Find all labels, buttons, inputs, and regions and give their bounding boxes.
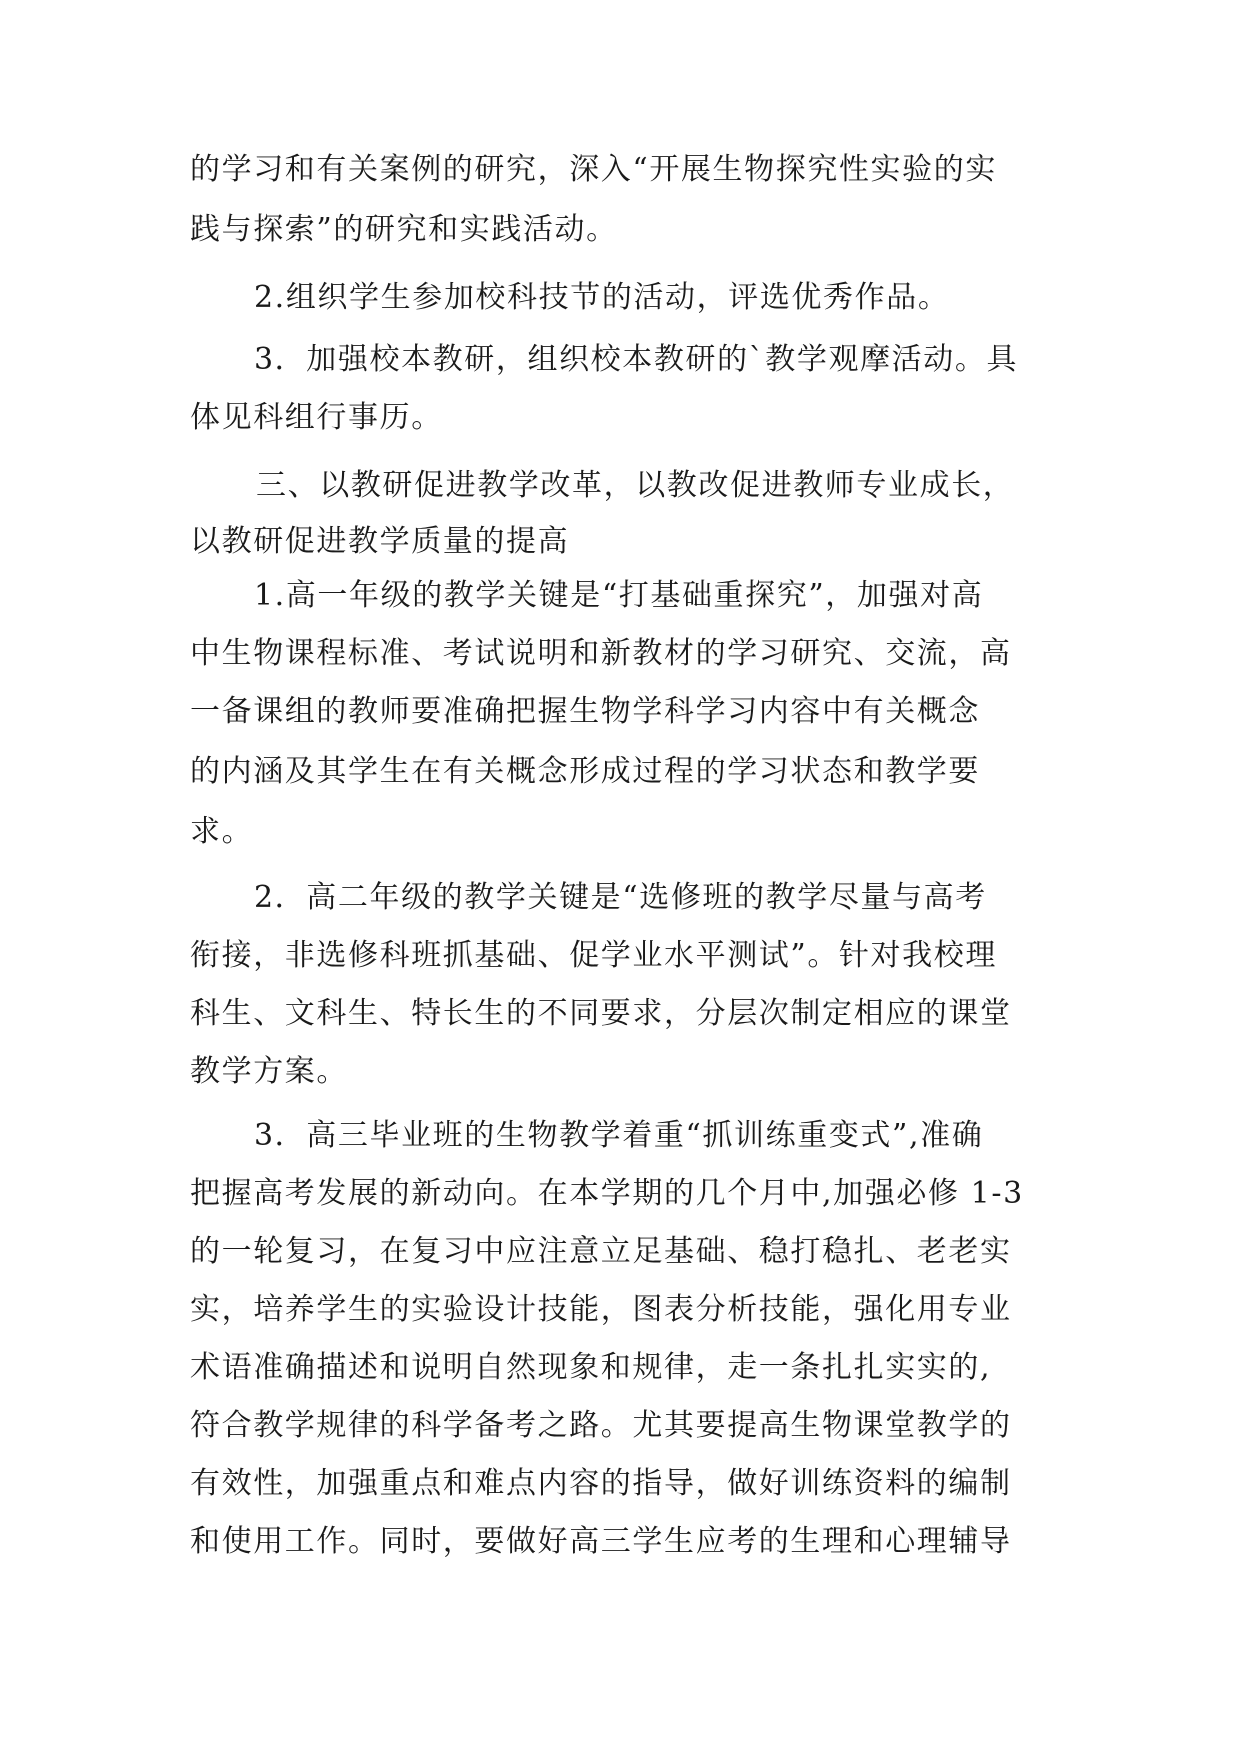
- text-line: 衔接，非选修科班抓基础、促学业水平测试”。针对我校理: [190, 938, 997, 973]
- text-line: 的学习和有关案例的研究，深入“开展生物探究性实验的实: [190, 152, 997, 187]
- text-line: 求。: [190, 814, 254, 849]
- text-line: 的一轮复习，在复习中应注意立足基础、稳打稳扎、老老实: [190, 1234, 1012, 1269]
- text-line: 一备课组的教师要准确把握生物学科学习内容中有关概念: [190, 694, 980, 729]
- text-line: 教学方案。: [190, 1054, 348, 1089]
- section-heading: 三、以教研促进教学改革，以教改促进教师专业成长，: [256, 468, 1015, 503]
- text-line: 2.组织学生参加校科技节的活动，评选优秀作品。: [254, 280, 950, 315]
- section-heading-continued: 以教研促进教学质量的提高: [190, 524, 570, 559]
- text-line: 符合教学规律的科学备考之路。尤其要提高生物课堂教学的: [190, 1408, 1012, 1443]
- text-line: 中生物课程标准、考试说明和新教材的学习研究、交流，高: [190, 636, 1012, 671]
- text-line: 3．加强校本教研，组织校本教研的`教学观摩活动。具: [254, 342, 1019, 377]
- text-line: 和使用工作。同时，要做好高三学生应考的生理和心理辅导: [190, 1524, 1012, 1559]
- text-line: 术语准确描述和说明自然现象和规律，走一条扎扎实实的,: [190, 1350, 992, 1385]
- text-line: 践与探索”的研究和实践活动。: [190, 212, 618, 247]
- text-line: 实，培养学生的实验设计技能，图表分析技能，强化用专业: [190, 1292, 1012, 1327]
- text-line: 1.高一年级的教学关键是“打基础重探究”，加强对高: [254, 578, 984, 613]
- text-line: 3．高三毕业班的生物教学着重“抓训练重变式”,准确: [254, 1118, 984, 1153]
- text-line: 的内涵及其学生在有关概念形成过程的学习状态和教学要: [190, 754, 980, 789]
- text-line: 科生、文科生、特长生的不同要求，分层次制定相应的课堂: [190, 996, 1012, 1031]
- text-line: 2．高二年级的教学关键是“选修班的教学尽量与高考: [254, 880, 987, 915]
- text-line: 把握高考发展的新动向。在本学期的几个月中,加强必修 1-3: [190, 1176, 1024, 1211]
- text-line: 体见科组行事历。: [190, 400, 443, 435]
- text-line: 有效性，加强重点和难点内容的指导，做好训练资料的编制: [190, 1466, 1012, 1501]
